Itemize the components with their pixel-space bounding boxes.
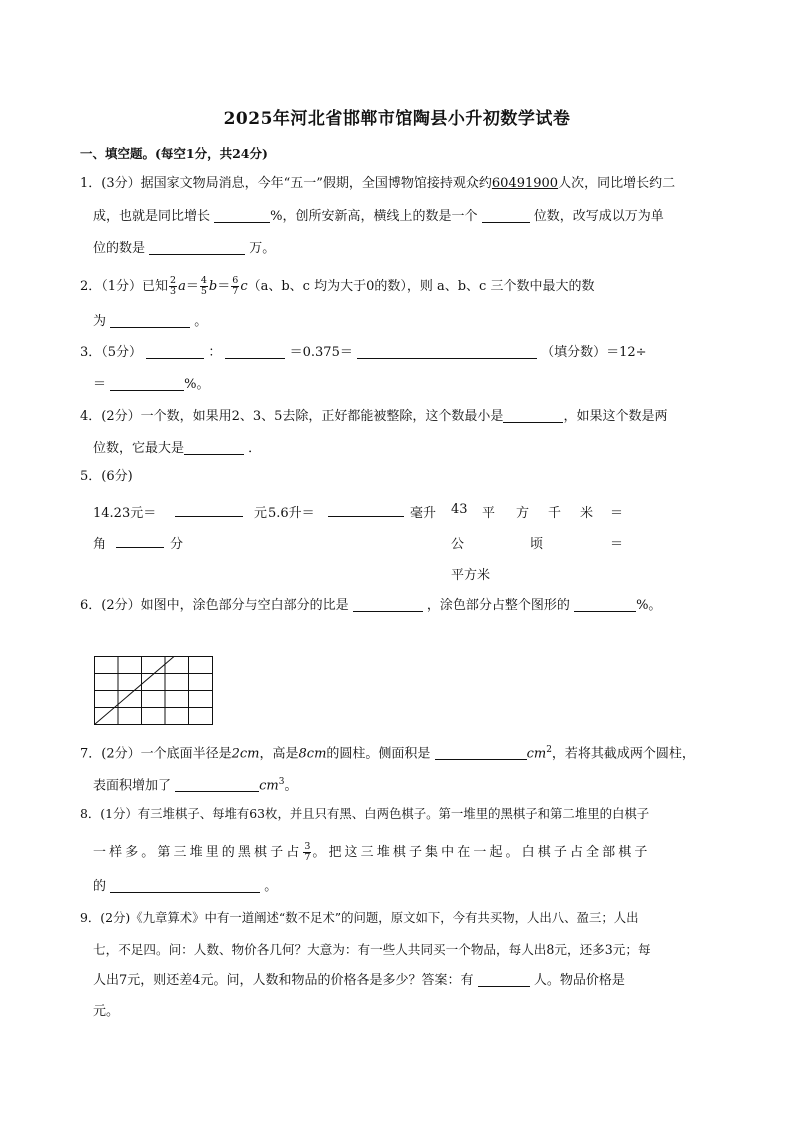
q1-blank-3[interactable]	[149, 240, 245, 255]
q3-blank-3[interactable]	[357, 344, 537, 359]
q2-fraction-3: $\frac{6}{7}$	[232, 275, 239, 297]
q1-line-1: 1．(3分）据国家文物局消息，今年“五一”假期，全国博物馆接持观众约60491900人次，同比增长约二	[80, 176, 676, 191]
q5-heading: 5．(6分)	[80, 469, 133, 484]
q8-fraction: $\frac{3}{7}$	[304, 841, 311, 863]
q1-blank-1[interactable]	[214, 208, 270, 223]
q6-grid-figure	[94, 656, 214, 726]
q8-blank[interactable]	[110, 878, 260, 893]
exam-title: 2025年河北省邯郸市馆陶县小升初数学试卷	[223, 109, 571, 129]
q5-blank-2[interactable]	[328, 502, 404, 518]
q6-blank-2[interactable]	[574, 597, 636, 612]
q9-line-4: 元。	[93, 1004, 120, 1019]
q5-yuan-unit: 元	[254, 506, 268, 521]
q2-line-1: 2．（1分）已知 $\frac{2}{3}$ a＝ $\frac{4}{5}$ b＝ $\frac{6}{7}$ c（a、b、c 均为大于0的数），则 a、b、c 三个数中最大的数	[80, 275, 595, 297]
q5-area-number: 43	[451, 502, 468, 517]
q5-ml-unit: 毫升	[410, 506, 437, 521]
q2-fraction-2: $\frac{4}{5}$	[200, 275, 207, 297]
q4-line-2: 位数，它最大是 ．	[93, 441, 262, 456]
q1-line-3: 位的数是 万。	[93, 241, 276, 256]
q1-number: 60491900	[491, 176, 559, 191]
q5-sqm-unit: 平方米	[451, 568, 491, 583]
q9-line-2: 七，不足四。问：人数、物价各几何？大意为：有一些人共同买一个物品，每人出8元，还多3元；每	[93, 942, 651, 957]
q9-line-3: 人出7元，则还差4元。问，人数和物品的价格各是多少？答案：有 人。物品价格是	[93, 973, 625, 988]
q1-line-2: 成，也就是同比增长 %，创所安新高，横线上的数是一个 位数，改写成以万为单	[93, 209, 664, 224]
q5-blank-1[interactable]	[175, 502, 243, 518]
q4-blank-1[interactable]	[503, 408, 563, 423]
q5-yuan-label: 14.23元＝	[93, 506, 157, 521]
q7-blank-1[interactable]	[435, 745, 527, 760]
q5-blank-3[interactable]	[116, 533, 164, 549]
section-heading: 一、填空题。(每空1分，共24分)	[80, 146, 268, 161]
q5-fen-unit: 分	[170, 537, 184, 552]
q7-line-1: 7．(2分）一个底面半径是2cm，高是8cm的圆柱。侧面积是 $cm^2$，若将其截成两个圆柱，	[80, 745, 695, 762]
exam-page: 2025年河北省邯郸市馆陶县小升初数学试卷 一、填空题。(每空1分，共24分) 1．(3分）据国家文物局消息，今年“五一”假期，全国博物馆接持观众约60491900人次，同比增长约二 成，也就是同比增长 %，创所安新高，横线上的数是一个 位数，改写成以万为单 位的数是 万。 2．（1分）已知 $\frac{2}{3}$ a＝ $\frac{4}{5}$ b＝ $\frac{6}{7}$ c（a、b、c 均为大于0的数），则 a、b、c 三个数中最大的数 为 。 3．（5分） ： ＝0.375＝ （填分数）＝12÷ ＝ %。 4．(2分）一个数，如果用2、3、5去除，正好都能被整除，这个数最小是 ，如果这个数是两 位数，它最大是 ． 5．(6分) 14.23元＝ 元 5.6升＝ 毫升 43 平 方 千 米 ＝ 角 分 公 顷 ＝ 平方米 6．(2分）如图中，涂色部分与空白部分的比是 ，涂色部分占整个图形的 %。 7．(2分）一个底面半径是2cm，高是8cm的圆柱。侧面积是 $cm^2$，若将其截成两个圆柱， 表面积增加了 $cm^3$。 8．(1分）有三堆棋子、每堆有63枚，并且只有黑、白两色棋子。第一堆里的黑棋子和第二堆里的白棋子 一样多。第三堆里的黑棋子占 $\frac{3}{7}$ 。把这三堆棋子集中在一起。白棋子占全部棋子 的 。 9．(2分)《九章算术》中有一道阐述“数不足术”的问题，原文如下，今有共买物，人出八、盈三；人出 七，不足四。问：人数、物价各几何？大意为：有一些人共同买一个物品，每人出8元，还多3元；每 人出7元，则还差4元。问，人数和物品的价格各是多少？答案：有 人。物品价格是 元。	[0, 0, 794, 1123]
q6-blank-1[interactable]	[353, 597, 423, 612]
q3-blank-2[interactable]	[225, 344, 285, 359]
q9-blank-1[interactable]	[478, 972, 530, 987]
q1-blank-2[interactable]	[482, 208, 530, 223]
q3-line-1: 3．（5分） ： ＝0.375＝ （填分数）＝12÷	[80, 345, 647, 360]
q2-fraction-1: $\frac{2}{3}$	[170, 275, 177, 297]
q3-blank-1[interactable]	[146, 344, 204, 359]
q7-line-2: 表面积增加了 $cm^3$。	[93, 777, 298, 794]
q8-line-2: 一样多。第三堆里的黑棋子占 $\frac{3}{7}$ 。把这三堆棋子集中在一起。白棋子占全部棋子	[93, 841, 651, 863]
q5-jiao-unit: 角	[93, 537, 107, 552]
q5-liter-label: 5.6升＝	[268, 506, 315, 521]
q3-blank-4[interactable]	[110, 376, 184, 391]
q2-blank[interactable]	[110, 313, 190, 328]
q4-blank-2[interactable]	[184, 440, 244, 455]
q3-line-2: ＝ %。	[93, 377, 210, 392]
q8-line-3: 的 。	[93, 879, 278, 894]
q7-blank-2[interactable]	[175, 777, 259, 792]
q6-line-1: 6．(2分）如图中，涂色部分与空白部分的比是 ，涂色部分占整个图形的 %。	[80, 598, 662, 613]
q8-line-1: 8．(1分）有三堆棋子、每堆有63枚，并且只有黑、白两色棋子。第一堆里的黑棋子和第二堆里的白棋子	[80, 806, 650, 821]
q9-line-1: 9．(2分)《九章算术》中有一道阐述“数不足术”的问题，原文如下，今有共买物，人出八、盈三；人出	[80, 910, 639, 925]
q4-line-1: 4．(2分）一个数，如果用2、3、5去除，正好都能被整除，这个数最小是 ，如果这个数是两	[80, 409, 668, 424]
q2-line-2: 为 。	[93, 314, 208, 329]
